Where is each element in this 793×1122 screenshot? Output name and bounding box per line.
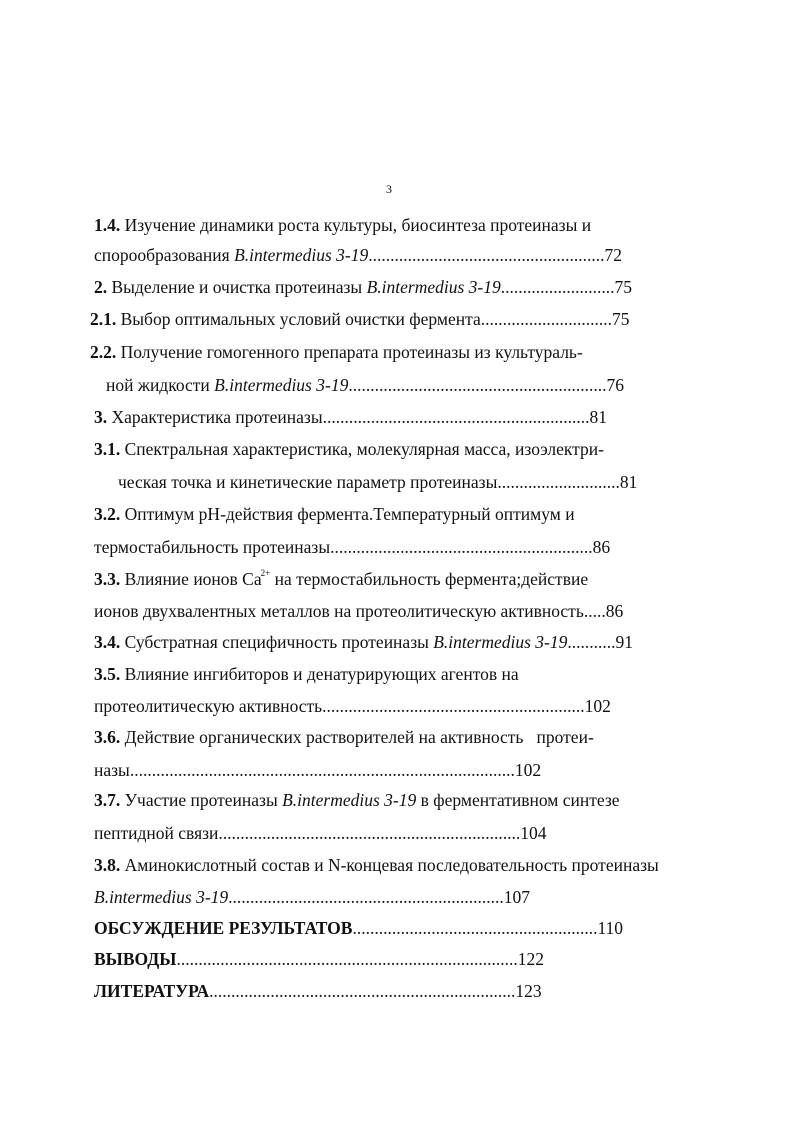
toc-line [94, 245, 622, 266]
toc-text: Характеристика протеиназы [107, 407, 323, 427]
page-ref: 76 [606, 375, 624, 395]
toc-text: Субстратная специфичность протеиназы [120, 632, 434, 652]
page-ref: 86 [605, 601, 624, 621]
page-ref: 81 [619, 472, 638, 492]
toc-line [94, 664, 519, 685]
section-number: 3.5. [94, 664, 121, 684]
dot-leader: ............................ [497, 472, 620, 492]
section-number: 2. [94, 277, 108, 297]
toc-line [94, 918, 623, 939]
toc-line [94, 823, 547, 844]
page-ref: 72 [604, 245, 622, 265]
dot-leader: ..... [583, 601, 606, 621]
page-ref: 110 [597, 918, 624, 938]
section-number: 2.1. [90, 309, 117, 329]
toc-text: термостабильность протеиназы [94, 537, 331, 557]
toc-text: Действие органических растворителей на активность протеи- [120, 727, 594, 747]
toc-text: спорообразования [94, 245, 235, 265]
page-ref: 123 [515, 981, 542, 1001]
toc-line [94, 727, 594, 748]
toc-text: Спектральная характеристика, молекулярная масса, изоэлектри- [120, 439, 604, 459]
dot-leader: .............................. [480, 309, 612, 329]
toc-line [94, 887, 530, 908]
toc-line [94, 949, 544, 970]
toc-line [94, 407, 607, 428]
dot-leader: ........................................................... [348, 375, 607, 395]
page-ref: 86 [592, 537, 611, 557]
organism-name: B.intermedius 3-19 [282, 790, 417, 810]
toc-text: Получение гомогенного препарата протеиназы из культураль- [116, 342, 583, 362]
toc-line [94, 790, 620, 811]
toc-line [106, 375, 624, 396]
toc-line [94, 439, 604, 460]
toc-line [94, 215, 591, 236]
toc-text: Влияние ионов Ca [120, 569, 262, 589]
page-number: 3 [386, 182, 392, 196]
dot-leader: ..................................................................... [218, 823, 521, 843]
toc-text: Выбор оптимальных условий очистки фермента [116, 309, 481, 329]
page-ref: 104 [520, 823, 547, 843]
toc-line [94, 632, 633, 653]
page-ref: 91 [615, 632, 634, 652]
toc-line [94, 601, 623, 622]
section-number: 3.3. [94, 569, 121, 589]
toc-text: Оптимум рН-действия фермента.Температурный оптимум и [120, 504, 575, 524]
toc-text: назы [94, 760, 130, 780]
section-number: 3.4. [94, 632, 121, 652]
section-number: 3.6. [94, 727, 121, 747]
organism-name: B.intermedius 3-19 [433, 632, 568, 652]
section-number: 2.2. [90, 342, 117, 362]
toc-line [90, 342, 583, 363]
toc-heading: ОБСУЖДЕНИЕ РЕЗУЛЬТАТОВ [94, 918, 353, 938]
toc-text: Участие протеиназы [120, 790, 283, 810]
toc-text: ной жидкости [106, 375, 215, 395]
dot-leader: ...................................................... [368, 245, 605, 265]
section-number: 1.4. [94, 215, 121, 235]
toc-line [94, 696, 611, 717]
toc-text: ческая точка и кинетические параметр протеиназы [118, 472, 498, 492]
toc-text: протеолитическую активность [94, 696, 323, 716]
section-number: 3.1. [94, 439, 121, 459]
toc-text: пептидной связи [94, 823, 219, 843]
toc-text: в ферментативном синтезе [416, 790, 620, 810]
toc-text: ионов двухвалентных металлов на протеолитическую активность [94, 601, 584, 621]
section-number: 3.8. [94, 855, 121, 875]
toc-line [94, 277, 632, 298]
toc-text: Аминокислотный состав и N-концевая последовательность протеиназы [120, 855, 659, 875]
toc-line [94, 537, 610, 558]
organism-name: B.intermedius 3-19 [94, 887, 229, 907]
section-number: 3.2. [94, 504, 121, 524]
toc-line [94, 569, 588, 590]
page-ref: 102 [514, 760, 542, 780]
dot-leader: .......................... [500, 277, 615, 297]
dot-leader: ...................................................................... [209, 981, 516, 1001]
dot-leader: ............................................................ [322, 696, 585, 716]
dot-leader: ............................................................... [228, 887, 504, 907]
page-ref: 122 [517, 949, 544, 969]
toc-text: на термостабильность фермента;действие [270, 569, 589, 589]
toc-text: Выделение и очистка протеиназы [107, 277, 367, 297]
organism-name: B.intermedius 3-19 [366, 277, 501, 297]
toc-text: Изучение динамики роста культуры, биосинтеза протеиназы и [120, 215, 592, 235]
toc-heading: ЛИТЕРАТУРА [94, 981, 210, 1001]
page-ref: 75 [611, 309, 630, 329]
superscript: 2+ [260, 568, 271, 578]
page-ref: 107 [503, 887, 531, 907]
dot-leader: ........... [567, 632, 616, 652]
toc-line [94, 981, 542, 1002]
section-number: 3.7. [94, 790, 121, 810]
toc-heading: ВЫВОДЫ [94, 949, 177, 969]
dot-leader: ............................................................. [322, 407, 590, 427]
organism-name: B.intermedius 3-19 [234, 245, 369, 265]
section-number: 3. [94, 407, 108, 427]
dot-leader: ............................................................ [330, 537, 593, 557]
page-ref: 81 [589, 407, 607, 427]
toc-line [90, 309, 629, 330]
dot-leader: ........................................................................................ [129, 760, 515, 780]
toc-line [118, 472, 637, 493]
organism-name: B.intermedius 3-19 [214, 375, 349, 395]
toc-text: Влияние ингибиторов и денатурирующих агентов на [120, 664, 519, 684]
toc-line [94, 760, 541, 781]
dot-leader: .............................................................................. [176, 949, 518, 969]
page-ref: 75 [614, 277, 632, 297]
toc-line [94, 504, 575, 525]
dot-leader: ........................................................ [352, 918, 598, 938]
page-ref: 102 [584, 696, 611, 716]
toc-line [94, 855, 659, 876]
